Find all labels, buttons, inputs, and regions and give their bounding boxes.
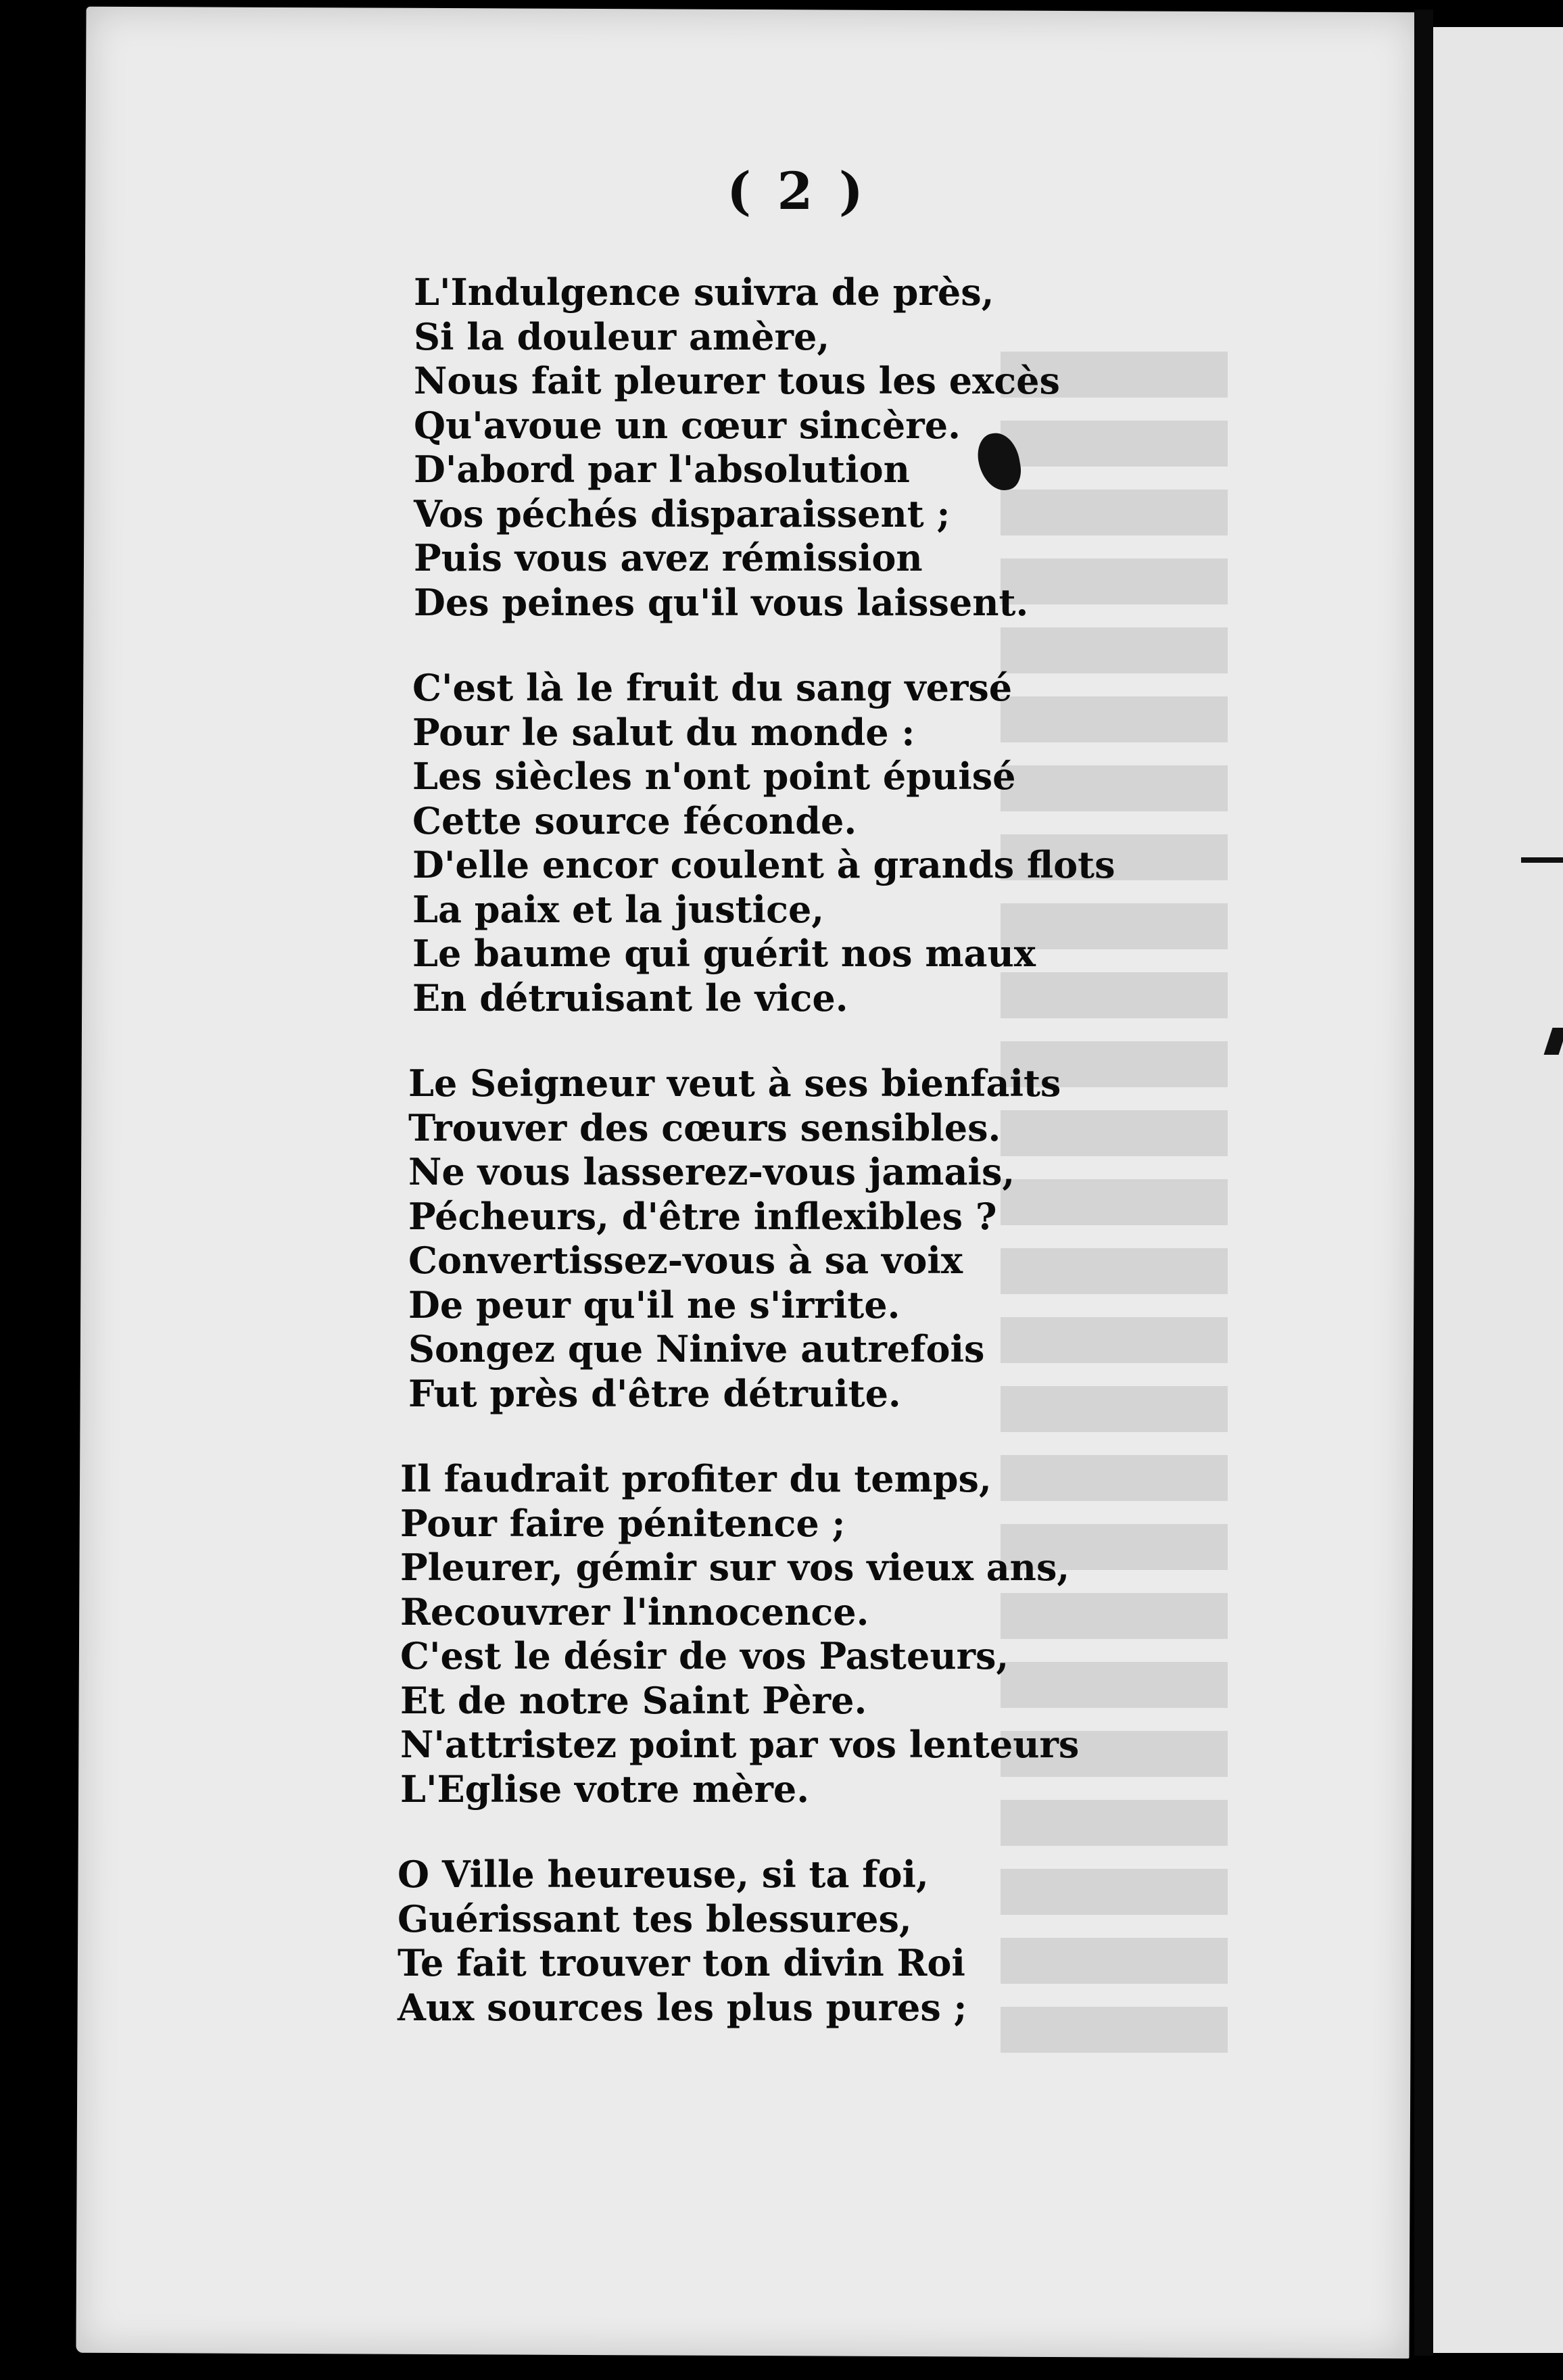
- verse-line: Les siècles n'ont point épuisé: [412, 755, 1016, 798]
- facing-page-edge: [1433, 27, 1563, 2353]
- verse-line: Nous fait pleurer tous les excès: [414, 359, 1060, 402]
- verse-line: L'Eglise votre mère.: [400, 1767, 810, 1811]
- facing-page-mark: [1521, 857, 1563, 863]
- verse-line: La paix et la justice,: [412, 887, 825, 931]
- stanza-1: [414, 270, 1412, 625]
- verse-line: Pleurer, gémir sur vos vieux ans,: [400, 1546, 1070, 1589]
- verse-line: O Ville heureuse, si ta foi,: [398, 1853, 929, 1896]
- verse-line: Cette source féconde.: [412, 799, 857, 842]
- verse-line: Si la douleur amère,: [414, 314, 830, 358]
- verse-line: Des peines qu'il vous laissent.: [414, 580, 1029, 624]
- stanza-2: [412, 666, 1412, 1020]
- verse-line: De peur qu'il ne s'irrite.: [408, 1283, 900, 1327]
- verse-line: L'Indulgence suivra de près,: [414, 270, 994, 314]
- verse-line: En détruisant le vice.: [412, 976, 848, 1020]
- verse-line: Le Seigneur veut à ses bienfaits: [408, 1062, 1061, 1105]
- verse-line: N'attristez point par vos lenteurs: [400, 1723, 1080, 1766]
- verse-line: C'est le désir de vos Pasteurs,: [400, 1634, 1009, 1677]
- page-gutter: [1414, 9, 1433, 2356]
- verse-line: Ne vous lasserez-vous jamais,: [408, 1150, 1015, 1193]
- verse-line: Fut près d'être détruite.: [408, 1371, 901, 1415]
- verse-line: Le baume qui guérit nos maux: [412, 932, 1036, 975]
- verse-line: Et de notre Saint Père.: [400, 1678, 867, 1722]
- verse-line: C'est là le fruit du sang versé: [412, 666, 1013, 709]
- poem-text: [398, 270, 1412, 2071]
- verse-line: Puis vous avez rémission: [414, 536, 923, 579]
- verse-line: Songez que Ninive autrefois: [408, 1327, 985, 1371]
- stanza-3: [408, 1062, 1412, 1416]
- stanza-5: [398, 1853, 1412, 2030]
- verse-line: Pour le salut du monde :: [412, 710, 915, 754]
- verse-line: Pécheurs, d'être inflexibles ?: [408, 1194, 997, 1238]
- stanza-4: [400, 1457, 1412, 1811]
- verse-line: Trouver des cœurs sensibles.: [408, 1105, 1001, 1149]
- verse-line: Il faudrait profiter du temps,: [400, 1457, 992, 1500]
- verse-line: Te fait trouver ton divin Roi: [398, 1941, 965, 1984]
- verse-line: Convertissez-vous à sa voix: [408, 1239, 963, 1282]
- verse-line: D'elle encor coulent à grands flots: [412, 843, 1115, 886]
- verse-line: Pour faire pénitence ;: [400, 1501, 846, 1545]
- verse-line: Vos péchés disparaissent ;: [414, 492, 951, 536]
- verse-line: Aux sources les plus pures ;: [398, 1985, 967, 2029]
- page-number: ( 2 ): [727, 161, 867, 221]
- verse-line: Recouvrer l'innocence.: [400, 1590, 869, 1634]
- verse-line: D'abord par l'absolution: [414, 448, 910, 491]
- verse-line: Qu'avoue un cœur sincère.: [414, 403, 961, 447]
- verse-line: Guérissant tes blessures,: [398, 1897, 912, 1941]
